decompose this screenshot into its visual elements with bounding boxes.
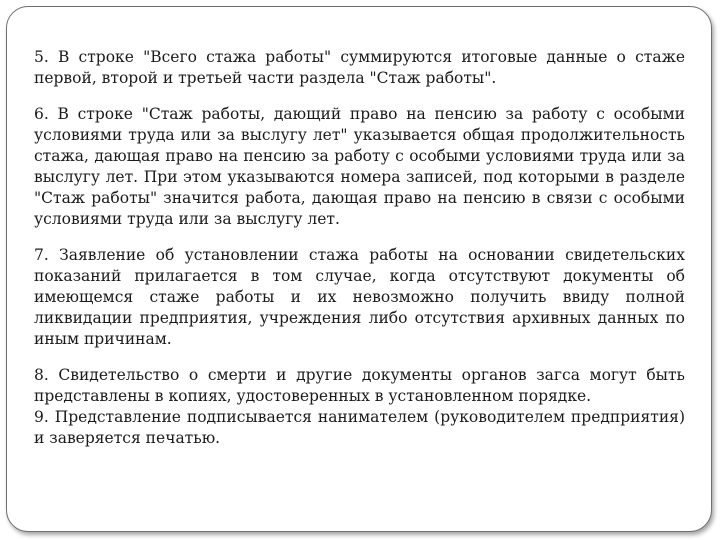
paragraph-7: 7. Заявление об установлении стажа работы на основании свидетельских показаний прилагается в том случае, когда отсутствуют документы об имеющемся стаже работы и их невозможно получить ввиду полной ликвидации предприятия, учреждения либо отсутствия архивных данных по иным причинам. <box>34 246 685 348</box>
paragraph-9: 9. Представление подписывается нанимателем (руководителем предприятия) и заверяется печатью. <box>34 408 685 447</box>
slide-frame <box>6 6 712 532</box>
document-body <box>34 47 685 449</box>
paragraph-8: 8. Свидетельство о смерти и другие документы органов загса могут быть представлены в копиях, удостоверенных в установленном порядке. <box>34 366 685 405</box>
paragraph-6: 6. В строке "Стаж работы, дающий право на пенсию за работу с особыми условиями труда или за выслугу лет" указывается общая продолжительность стажа, дающая право на пенсию за работу с особыми условиями труда или за выслугу лет. При этом указываются номера записей, под которыми в разделе "Стаж работы" значится работа, дающая право на пенсию в связи с особыми условиями труда или за выслугу лет. <box>34 105 685 228</box>
paragraph-5: 5. В строке "Всего стажа работы" суммируются итоговые данные о стаже первой, второй и третьей части раздела "Стаж работы". <box>34 48 685 87</box>
